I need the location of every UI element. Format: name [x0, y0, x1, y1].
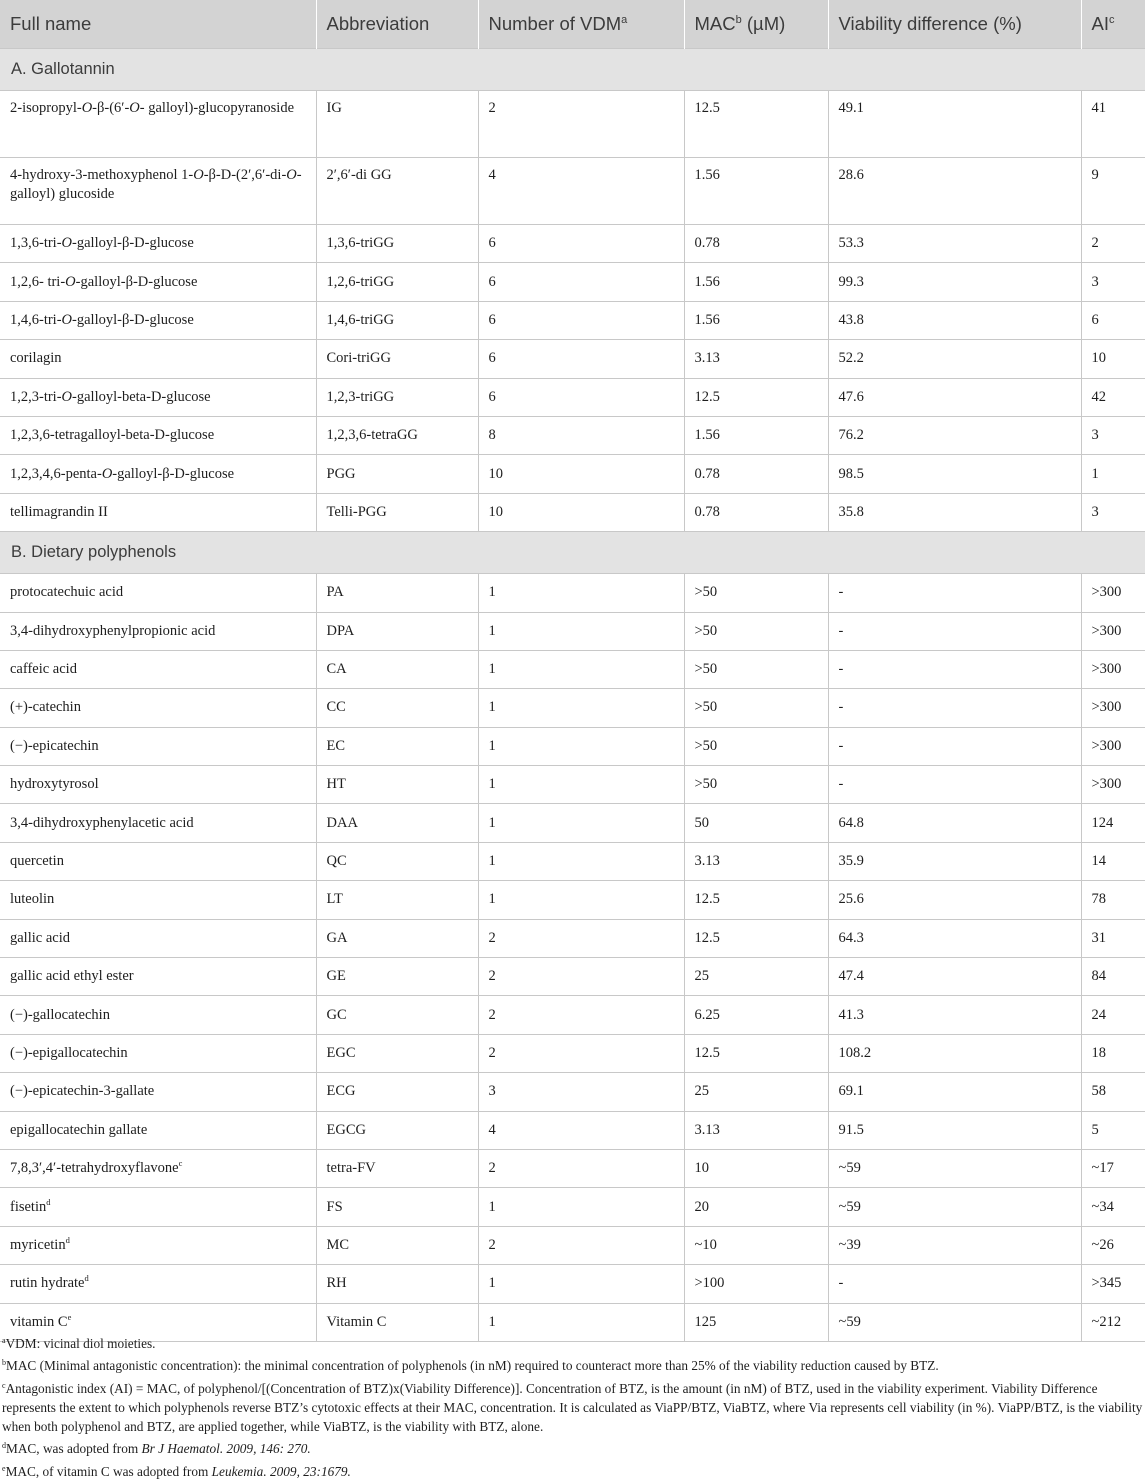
cell-ai: 10: [1081, 340, 1145, 378]
cell-full-name: [0, 804, 316, 842]
name-text: -β-D-(2′,6′-di-: [203, 167, 287, 183]
name-text: epigallocatechin gallate: [10, 1121, 148, 1138]
cell-mac: 20: [684, 1188, 828, 1226]
cell-full-name: [0, 1188, 316, 1226]
cell-ai: >300: [1081, 574, 1145, 612]
cell-abbreviation: PGG: [316, 455, 478, 493]
cell-ai: 1: [1081, 455, 1145, 493]
cell-mac: >100: [684, 1265, 828, 1303]
cell-full-name: [0, 340, 316, 378]
cell-viability-difference: 41.3: [828, 996, 1081, 1034]
cell-viability-difference: 47.4: [828, 958, 1081, 996]
table-row: [0, 455, 1145, 493]
cell-vdm: 6: [478, 263, 684, 301]
name-text: gallic acid: [10, 929, 70, 946]
cell-vdm: 2: [478, 1149, 684, 1187]
cell-full-name: [0, 958, 316, 996]
cell-mac: 1.56: [684, 158, 828, 225]
cell-vdm: 6: [478, 225, 684, 263]
table-row: [0, 225, 1145, 263]
cell-viability-difference: -: [828, 612, 1081, 650]
header-row: [0, 0, 1145, 49]
cell-ai: 41: [1081, 91, 1145, 158]
cell-abbreviation: Telli-PGG: [316, 493, 478, 531]
name-text: vitamin C: [10, 1313, 68, 1330]
table-row: [0, 1149, 1145, 1187]
cell-viability-difference: -: [828, 766, 1081, 804]
table-row: [0, 1111, 1145, 1149]
name-text: 7,8,3′,4′-tetrahydroxyflavone: [10, 1160, 179, 1177]
name-text: 1,2,3,4,6-penta-: [10, 465, 102, 482]
cell-vdm: 10: [478, 455, 684, 493]
table-row: [0, 493, 1145, 531]
cell-vdm: 6: [478, 340, 684, 378]
cell-ai: 9: [1081, 158, 1145, 225]
table-row: [0, 301, 1145, 339]
table-row: [0, 416, 1145, 454]
cell-full-name: [0, 919, 316, 957]
cell-viability-difference: 76.2: [828, 416, 1081, 454]
cell-viability-difference: ~59: [828, 1303, 1081, 1341]
table-row: [0, 804, 1145, 842]
header-ai: $AI^c$: [1081, 0, 1145, 49]
section-title: B. Dietary polyphenols: [0, 532, 1145, 574]
table-footnotes: [0, 1334, 1145, 1484]
cell-abbreviation: DPA: [316, 612, 478, 650]
cell-viability-difference: ~59: [828, 1149, 1081, 1187]
cell-vdm: 1: [478, 574, 684, 612]
cell-abbreviation: 1,2,6-triGG: [316, 263, 478, 301]
cell-ai: ~17: [1081, 1149, 1145, 1187]
cell-ai: >300: [1081, 612, 1145, 650]
table-row: [0, 91, 1145, 158]
cell-full-name: [0, 1265, 316, 1303]
cell-mac: >50: [684, 574, 828, 612]
cell-viability-difference: -: [828, 574, 1081, 612]
name-text: 3,4-dihydroxyphenylpropionic acid: [10, 622, 216, 639]
cell-full-name: [0, 689, 316, 727]
cell-abbreviation: GC: [316, 996, 478, 1034]
cell-mac: 125: [684, 1303, 828, 1341]
cell-mac: >50: [684, 766, 828, 804]
table-row: [0, 340, 1145, 378]
cell-full-name: [0, 1034, 316, 1072]
cell-vdm: 4: [478, 1111, 684, 1149]
name-text: gallic acid ethyl ester: [10, 968, 134, 985]
cell-abbreviation: 1,3,6-triGG: [316, 225, 478, 263]
section-title: A. Gallotannin: [0, 49, 1145, 91]
name-text: rutin hydrate: [10, 1275, 85, 1292]
table-row: [0, 1188, 1145, 1226]
table-row: [0, 958, 1145, 996]
cell-mac: >50: [684, 612, 828, 650]
cell-abbreviation: CC: [316, 689, 478, 727]
header-viability-difference: Viability difference (%): [828, 0, 1081, 49]
cell-mac: 6.25: [684, 996, 828, 1034]
cell-mac: 0.78: [684, 455, 828, 493]
name-text: 4-hydroxy-3-methoxyphenol 1-: [10, 167, 194, 183]
cell-viability-difference: 108.2: [828, 1034, 1081, 1072]
footnote-text: MAC, of vitamin C was adopted from: [5, 1463, 212, 1479]
footnote-marker: a: [2, 1336, 6, 1345]
cell-ai: ~26: [1081, 1226, 1145, 1264]
name-text: -galloyl-β-D-glucose: [112, 465, 235, 482]
cell-abbreviation: ECG: [316, 1073, 478, 1111]
cell-viability-difference: 53.3: [828, 225, 1081, 263]
name-text: 1,4,6-tri-: [10, 311, 62, 328]
cell-vdm: 1: [478, 881, 684, 919]
cell-viability-difference: -: [828, 689, 1081, 727]
cell-viability-difference: 28.6: [828, 158, 1081, 225]
cell-mac: 25: [684, 1073, 828, 1111]
section-row: [0, 532, 1145, 574]
footnote-marker: d: [2, 1441, 6, 1451]
cell-abbreviation: DAA: [316, 804, 478, 842]
cell-mac: 12.5: [684, 91, 828, 158]
cell-abbreviation: RH: [316, 1265, 478, 1303]
table-row: [0, 1034, 1145, 1072]
header-abbreviation: Abbreviation: [316, 0, 478, 49]
footnote-text: VDM: vicinal diol moieties.: [5, 1336, 156, 1351]
cell-ai: >300: [1081, 766, 1145, 804]
footnote-marker: e: [2, 1463, 6, 1473]
cell-mac: 1.56: [684, 301, 828, 339]
header-mac: MAC$^b$ (µM): [684, 0, 828, 49]
footnote: [0, 1439, 1145, 1458]
footnote-text: Antagonistic index (AI) = MAC, of polyphenol/[(Concentration of BTZ)x(Viability Difference)]. Concentration of BTZ, is the amount (in nM) of BTZ, used in the viability experiment. Viability Difference represents the extent to which polyphenols reverse BTZ’s cytotoxic effects at their MAC, concentration. It is calculated as ViaPP/BTZ, ViaBTZ, where Via represents cell viability (in %). ViaPP/BTZ, is the viability when both polyphenol and BTZ, are applied together, while ViaBTZ, is the viability with BTZ, alone.: [2, 1380, 1143, 1435]
cell-abbreviation: FS: [316, 1188, 478, 1226]
cell-ai: 78: [1081, 881, 1145, 919]
cell-viability-difference: 64.3: [828, 919, 1081, 957]
footnote-marker: c: [1108, 14, 1115, 26]
cell-full-name: [0, 455, 316, 493]
cell-ai: >300: [1081, 727, 1145, 765]
cell-viability-difference: 49.1: [828, 91, 1081, 158]
cell-vdm: 1: [478, 1265, 684, 1303]
name-text: myricetin: [10, 1236, 66, 1253]
table-header: [0, 0, 1145, 49]
cell-mac: >50: [684, 689, 828, 727]
name-text: protocatechuic acid: [10, 584, 124, 601]
table-row: [0, 263, 1145, 301]
footnote: [0, 1334, 1145, 1353]
name-text: -galloyl-β-D-glucose: [72, 311, 194, 328]
cell-abbreviation: IG: [316, 91, 478, 158]
cell-vdm: 1: [478, 727, 684, 765]
cell-mac: 12.5: [684, 919, 828, 957]
cell-ai: 58: [1081, 1073, 1145, 1111]
cell-vdm: 3: [478, 1073, 684, 1111]
cell-abbreviation: GE: [316, 958, 478, 996]
cell-viability-difference: 69.1: [828, 1073, 1081, 1111]
cell-viability-difference: -: [828, 650, 1081, 688]
cell-full-name: [0, 766, 316, 804]
cell-viability-difference: 91.5: [828, 1111, 1081, 1149]
cell-ai: >300: [1081, 650, 1145, 688]
name-text: O: [61, 311, 73, 328]
cell-full-name: [0, 650, 316, 688]
cell-abbreviation: Vitamin C: [316, 1303, 478, 1341]
name-text: O: [129, 100, 140, 116]
cell-full-name: [0, 574, 316, 612]
cell-abbreviation: EGCG: [316, 1111, 478, 1149]
table-row: [0, 842, 1145, 880]
name-text: 1,2,6- tri-: [10, 273, 66, 290]
cell-vdm: 2: [478, 996, 684, 1034]
name-text: (−)-gallocatechin: [10, 1006, 110, 1023]
cell-viability-difference: 99.3: [828, 263, 1081, 301]
name-text: 1,2,3-tri-: [10, 388, 62, 405]
name-text: -galloyl-beta-D-glucose: [72, 388, 211, 405]
cell-ai: ~212: [1081, 1303, 1145, 1341]
cell-ai: 31: [1081, 919, 1145, 957]
cell-mac: 10: [684, 1149, 828, 1187]
cell-full-name: [0, 301, 316, 339]
name-text: -galloyl-β-D-glucose: [72, 235, 194, 252]
name-text: O: [81, 100, 93, 116]
name-text: corilagin: [10, 350, 62, 367]
cell-vdm: 2: [478, 91, 684, 158]
name-text: (−)-epicatechin-3-gallate: [10, 1083, 155, 1100]
name-text: quercetin: [10, 853, 64, 870]
cell-abbreviation: EC: [316, 727, 478, 765]
cell-viability-difference: 43.8: [828, 301, 1081, 339]
cell-abbreviation: 2′,6′-di GG: [316, 158, 478, 225]
footnote-marker: e: [67, 1311, 72, 1322]
footnote: [0, 1462, 1145, 1481]
cell-mac: 0.78: [684, 493, 828, 531]
cell-mac: 12.5: [684, 1034, 828, 1072]
footnote-marker: d: [84, 1273, 89, 1284]
table-body: [0, 49, 1145, 1342]
footnote-text: MAC, was adopted from: [6, 1441, 142, 1457]
cell-abbreviation: CA: [316, 650, 478, 688]
footnote: [0, 1356, 1145, 1375]
cell-mac: 50: [684, 804, 828, 842]
cell-vdm: 2: [478, 1226, 684, 1264]
cell-vdm: 6: [478, 301, 684, 339]
name-text: (−)-epigallocatechin: [10, 1045, 128, 1061]
name-text: O: [101, 465, 113, 482]
table-row: [0, 378, 1145, 416]
cell-viability-difference: -: [828, 1265, 1081, 1303]
cell-vdm: 4: [478, 158, 684, 225]
cell-vdm: 1: [478, 650, 684, 688]
name-text: tellimagrandin II: [10, 503, 108, 520]
cell-abbreviation: PA: [316, 574, 478, 612]
name-text: -β-(6′-: [92, 100, 130, 116]
cell-ai: 124: [1081, 804, 1145, 842]
cell-ai: 3: [1081, 263, 1145, 301]
cell-ai: 42: [1081, 378, 1145, 416]
table-row: [0, 919, 1145, 957]
cell-viability-difference: 25.6: [828, 881, 1081, 919]
cell-ai: 18: [1081, 1034, 1145, 1072]
table-row: [0, 158, 1145, 225]
name-text: fisetin: [10, 1198, 47, 1215]
cell-abbreviation: tetra-FV: [316, 1149, 478, 1187]
cell-ai: 3: [1081, 416, 1145, 454]
cell-ai: 3: [1081, 493, 1145, 531]
footnote-marker: c: [2, 1380, 6, 1390]
footnote-marker: a: [621, 14, 628, 26]
cell-full-name: [0, 263, 316, 301]
cell-ai: 6: [1081, 301, 1145, 339]
footnote: [0, 1379, 1145, 1437]
footnote-text: Leukemia. 2009, 23:1679.: [211, 1463, 351, 1479]
cell-full-name: [0, 1073, 316, 1111]
cell-full-name: [0, 1149, 316, 1187]
cell-vdm: 10: [478, 493, 684, 531]
cell-viability-difference: 35.9: [828, 842, 1081, 880]
footnote-marker: b: [2, 1358, 6, 1368]
cell-viability-difference: ~39: [828, 1226, 1081, 1264]
table-row: [0, 996, 1145, 1034]
cell-abbreviation: 1,2,3-triGG: [316, 378, 478, 416]
cell-viability-difference: 47.6: [828, 378, 1081, 416]
cell-viability-difference: 52.2: [828, 340, 1081, 378]
name-text: 3,4-dihydroxyphenylacetic acid: [10, 814, 194, 831]
name-text: hydroxytyrosol: [10, 776, 99, 793]
cell-ai: 84: [1081, 958, 1145, 996]
footnote-marker: d: [65, 1234, 70, 1245]
cell-ai: 5: [1081, 1111, 1145, 1149]
cell-viability-difference: 35.8: [828, 493, 1081, 531]
name-text: (+)-catechin: [10, 699, 81, 716]
cell-vdm: 2: [478, 919, 684, 957]
cell-vdm: 2: [478, 958, 684, 996]
cell-viability-difference: ~59: [828, 1188, 1081, 1226]
name-text: O: [61, 235, 73, 252]
cell-full-name: [0, 493, 316, 531]
cell-mac: 3.13: [684, 842, 828, 880]
cell-full-name: [0, 996, 316, 1034]
name-text: 1,3,6-tri-: [10, 235, 62, 252]
cell-mac: 3.13: [684, 340, 828, 378]
header-number-of-vdm: Number of VDM$^a$: [478, 0, 684, 49]
cell-vdm: 1: [478, 1188, 684, 1226]
cell-vdm: 8: [478, 416, 684, 454]
cell-vdm: 1: [478, 842, 684, 880]
cell-full-name: [0, 727, 316, 765]
cell-full-name: [0, 1226, 316, 1264]
name-text: O: [286, 167, 297, 183]
footnote-text: MAC (Minimal antagonistic concentration): the minimal concentration of polyphenols (in nM) required to counteract more than 25% of the viability reduction caused by BTZ.: [6, 1358, 939, 1374]
cell-vdm: 1: [478, 766, 684, 804]
cell-ai: >345: [1081, 1265, 1145, 1303]
name-text: O: [65, 273, 76, 290]
cell-full-name: [0, 416, 316, 454]
footnote-text: Br J Haematol. 2009, 146: 270.: [141, 1441, 311, 1457]
table-row: [0, 1226, 1145, 1264]
cell-ai: 24: [1081, 996, 1145, 1034]
cell-abbreviation: QC: [316, 842, 478, 880]
cell-viability-difference: 98.5: [828, 455, 1081, 493]
table-row: [0, 727, 1145, 765]
name-text: O: [193, 167, 204, 183]
cell-full-name: [0, 1111, 316, 1149]
cell-full-name: [0, 91, 316, 158]
name-text: luteolin: [10, 891, 55, 908]
cell-ai: 14: [1081, 842, 1145, 880]
cell-abbreviation: GA: [316, 919, 478, 957]
cell-abbreviation: EGC: [316, 1034, 478, 1072]
cell-mac: ~10: [684, 1226, 828, 1264]
cell-full-name: [0, 842, 316, 880]
cell-abbreviation: MC: [316, 1226, 478, 1264]
name-text: caffeic acid: [10, 661, 77, 678]
footnote-marker: b: [735, 14, 742, 26]
table-row: [0, 1265, 1145, 1303]
cell-ai: 2: [1081, 225, 1145, 263]
name-text: 1,2,3,6-tetragalloyl-beta-D-glucose: [10, 427, 215, 444]
cell-viability-difference: -: [828, 727, 1081, 765]
name-text: 2-isopropyl-: [10, 100, 82, 116]
cell-ai: >300: [1081, 689, 1145, 727]
table-row: [0, 766, 1145, 804]
cell-viability-difference: 64.8: [828, 804, 1081, 842]
name-text: -galloyl) glucoside: [10, 167, 302, 202]
footnote-marker: d: [46, 1196, 51, 1207]
name-text: (−)-epicatechin: [10, 737, 99, 754]
cell-abbreviation: LT: [316, 881, 478, 919]
cell-ai: ~34: [1081, 1188, 1145, 1226]
cell-full-name: [0, 158, 316, 225]
cell-mac: 3.13: [684, 1111, 828, 1149]
cell-mac: 1.56: [684, 263, 828, 301]
footnote-marker: c: [178, 1158, 183, 1169]
cell-full-name: [0, 612, 316, 650]
cell-mac: 12.5: [684, 378, 828, 416]
cell-abbreviation: 1,4,6-triGG: [316, 301, 478, 339]
name-text: - galloyl)-glucopyranoside: [139, 100, 294, 116]
table-row: [0, 574, 1145, 612]
cell-full-name: [0, 881, 316, 919]
table-row: [0, 650, 1145, 688]
cell-full-name: [0, 225, 316, 263]
cell-full-name: [0, 378, 316, 416]
cell-mac: 1.56: [684, 416, 828, 454]
cell-abbreviation: Cori-triGG: [316, 340, 478, 378]
cell-vdm: 6: [478, 378, 684, 416]
cell-mac: >50: [684, 650, 828, 688]
cell-vdm: 1: [478, 689, 684, 727]
cell-vdm: 1: [478, 1303, 684, 1341]
table-row: [0, 689, 1145, 727]
cell-vdm: 2: [478, 1034, 684, 1072]
header-full-name: Full name: [0, 0, 316, 49]
section-row: [0, 49, 1145, 91]
table-row: [0, 612, 1145, 650]
name-text: -galloyl-β-D-glucose: [75, 273, 198, 290]
cell-abbreviation: 1,2,3,6-tetraGG: [316, 416, 478, 454]
cell-mac: 12.5: [684, 881, 828, 919]
cell-vdm: 1: [478, 612, 684, 650]
cell-mac: 0.78: [684, 225, 828, 263]
name-text: O: [61, 388, 73, 405]
table-row: [0, 1073, 1145, 1111]
cell-vdm: 1: [478, 804, 684, 842]
table-row: [0, 881, 1145, 919]
cell-abbreviation: HT: [316, 766, 478, 804]
cell-mac: 25: [684, 958, 828, 996]
cell-mac: >50: [684, 727, 828, 765]
